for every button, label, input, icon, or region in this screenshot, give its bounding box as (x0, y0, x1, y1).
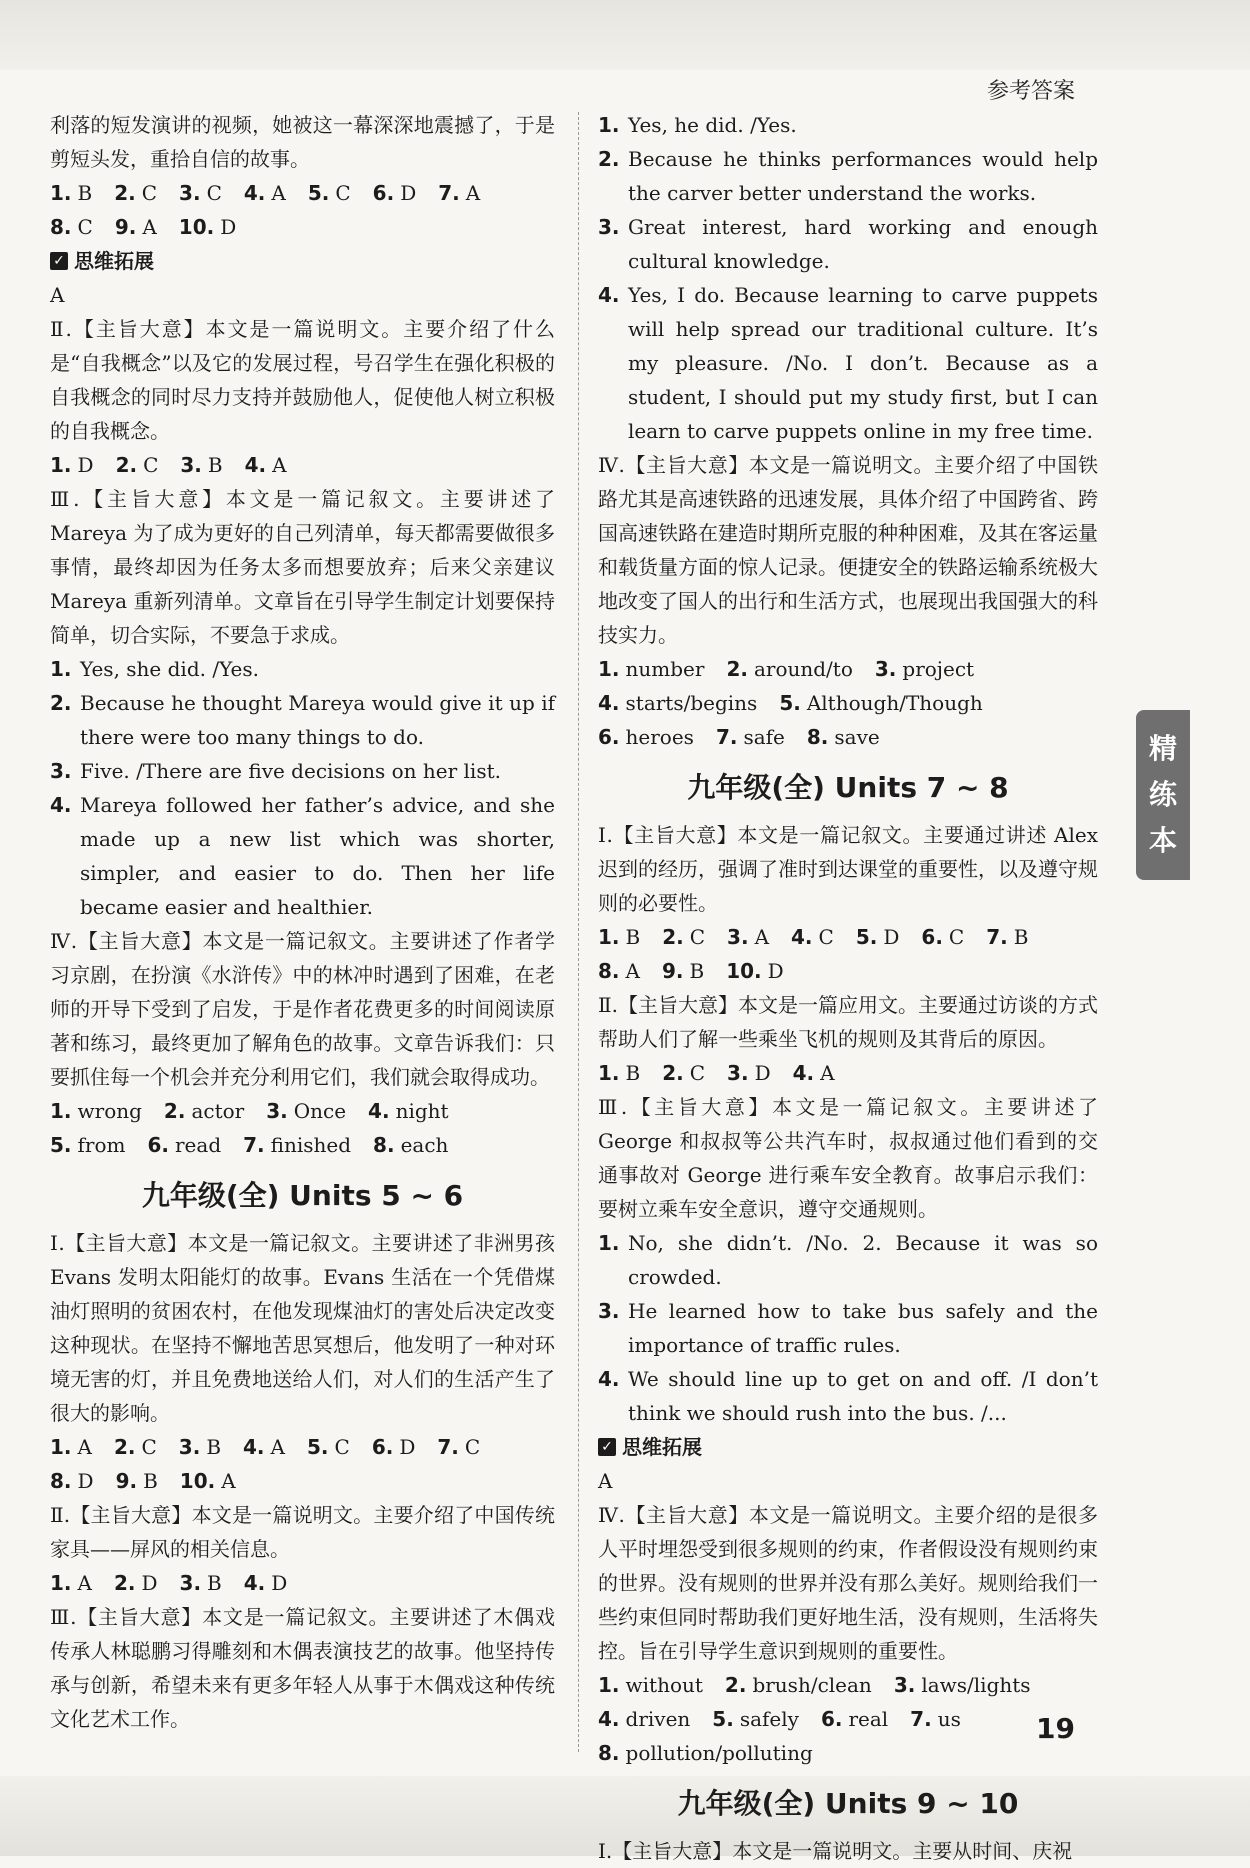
answer-item (725, 1668, 872, 1702)
qa-number: 1. (598, 113, 620, 137)
left-paragraph-7: Ⅲ.【主旨大意】本文是一篇记叙文。主要讲述了木偶戏传承人林聪鹏习得雕刻和木偶表演技艺的故事。他坚持传承与创新，希望未来有更多年轻人从事于木偶戏这种传统文化艺术工作。 (50, 1605, 555, 1731)
answer-item (179, 1430, 221, 1464)
answer-value: B (207, 1571, 222, 1595)
answer-item (244, 176, 286, 210)
side-tab-char: 精 (1148, 732, 1177, 765)
answer-item (598, 954, 640, 988)
right-paragraph-4: Ⅲ.【主旨大意】本文是一篇记叙文。主要讲述了 George 和叔叔等公共汽车时，叔叔通过他们看到的交通事故对 George 进行乘车安全教育。故事启示我们：要树立乘车安全意识，遵守交通规则。 (598, 1095, 1098, 1221)
qa-text: Mareya followed her father’s advice, and she made up a new list which was shorter, simpler, and easier to do. Then her life became easier and healthier. (80, 793, 555, 919)
answer-number: 7. (438, 181, 460, 205)
answer-number: 1. (598, 925, 620, 949)
qa-list (598, 108, 1098, 448)
header-title: 参考答案 (986, 79, 1075, 104)
thinking-answer: A (50, 283, 65, 307)
answer-value: without (625, 1673, 703, 1697)
answer-value: A (221, 1469, 236, 1493)
answer-value: D (754, 1061, 771, 1085)
answer-value: real (848, 1707, 889, 1731)
word-answer-row (598, 1668, 1098, 1770)
answer-number: 2. (662, 925, 684, 949)
answer-value: C (143, 453, 159, 477)
answer-number: 2. (163, 1099, 186, 1123)
answer-number: 1. (50, 1099, 72, 1123)
answer-number: 2. (726, 657, 748, 681)
qa-number: 4. (598, 283, 620, 307)
answer-value: A (820, 1061, 835, 1085)
answer-value: D (767, 959, 784, 983)
unit-title-5-6: 九年级(全) Units 5 ~ 6 (141, 1179, 464, 1212)
answer-item (716, 720, 785, 754)
answer-number: 7. (243, 1133, 265, 1157)
right-paragraph-3: Ⅱ.【主旨大意】本文是一篇应用文。主要通过访谈的方式帮助人们了解一些乘坐飞机的规则及其背后的原因。 (598, 993, 1098, 1051)
answer-value: A (77, 1571, 92, 1595)
answer-item (372, 1430, 416, 1464)
answer-value: D (271, 1571, 288, 1595)
answer-item (50, 210, 93, 244)
answer-item (598, 1056, 640, 1090)
answer-row (50, 1430, 555, 1498)
qa-text: Because he thought Mareya would give it up if there were too many things to do. (80, 691, 555, 749)
qa-item (598, 1294, 1098, 1362)
answer-item (50, 176, 92, 210)
answer-item (807, 720, 880, 754)
answer-item (856, 920, 900, 954)
answer-item (598, 720, 694, 754)
answer-value: B (207, 453, 223, 477)
qa-number: 3. (50, 759, 72, 783)
answer-number: 6. (147, 1133, 169, 1157)
answer-item (244, 1566, 288, 1600)
answer-number: 2. (662, 1061, 684, 1085)
answer-number: 6. (820, 1707, 843, 1731)
answer-value: Once (293, 1099, 347, 1123)
answer-value: A (77, 1435, 92, 1459)
answer-item (727, 1056, 771, 1090)
right-paragraph-1: Ⅳ.【主旨大意】本文是一篇说明文。主要介绍了中国铁路尤其是高速铁路的迅速发展，具体介绍了中国跨省、跨国高速铁路在建造时期所克服的种种困难，及其在客运量和载货量方面的惊人记录。便捷安全的铁路运输系统极大地改变了国人的出行和生活方式，也展现出我国强大的科技实力。 (598, 453, 1098, 647)
answer-item (243, 1128, 351, 1162)
answer-item (50, 1566, 92, 1600)
checkbox-check-icon: ✓ (598, 1438, 616, 1456)
qa-item (598, 108, 1098, 142)
left-paragraph-4: Ⅳ.【主旨大意】本文是一篇记叙文。主要讲述了作者学习京剧，在扮演《水浒传》中的林冲时遇到了困难，在老师的开导下受到了启发，于是作者花费更多的时间阅读原著和练习，最终更加了解角色的故事。文章告诉我们：只要抓住每一个机会并充分利用它们，我们就会取得成功。 (50, 929, 555, 1089)
answer-value: heroes (625, 725, 694, 749)
answer-row (598, 920, 1098, 988)
qa-text: Five. /There are five decisions on her list. (80, 759, 501, 783)
answer-row (50, 448, 555, 482)
answer-item (910, 1702, 961, 1736)
qa-item (598, 142, 1098, 210)
answer-value: D (77, 453, 94, 477)
answer-number: 2. (113, 1571, 136, 1595)
answer-value: B (206, 1435, 222, 1459)
answer-value: project (902, 657, 975, 681)
answer-item (114, 1566, 158, 1600)
answer-number: 4. (368, 1099, 390, 1123)
qa-text: Yes, I do. Because learning to carve puppets will help spread our traditional culture. It’s my pleasure. /No. I don’t. Because as a student, I should put my study first, but I can learn to carve puppets online in my free time. (628, 283, 1098, 443)
answer-value: A (754, 925, 770, 949)
answer-value: actor (191, 1099, 245, 1123)
answer-item (116, 448, 159, 482)
unit-title-7-8: 九年级(全) Units 7 ~ 8 (687, 771, 1009, 804)
side-tab-char: 本 (1148, 824, 1177, 857)
answer-number: 3. (179, 181, 201, 205)
answer-value: C (948, 925, 965, 949)
answer-item (180, 1464, 236, 1498)
answer-item (164, 1094, 244, 1128)
qa-number: 2. (598, 147, 620, 171)
answer-value: from (77, 1133, 126, 1157)
answer-value: C (818, 925, 834, 949)
answer-number: 4. (243, 1571, 266, 1595)
answer-value: D (77, 1469, 94, 1493)
qa-number: 1. (50, 657, 72, 681)
left-column (50, 108, 555, 1736)
answer-number: 5. (307, 181, 330, 205)
answer-item (147, 1128, 221, 1162)
answer-value: safe (743, 725, 785, 749)
answer-item (243, 1430, 285, 1464)
answer-value: A (142, 215, 157, 239)
answer-item (50, 1128, 125, 1162)
left-paragraph-2: Ⅱ.【主旨大意】本文是一篇说明文。主要介绍了什么是“自我概念”以及它的发展过程，号召学生在强化积极的自我概念的同时尽力支持并鼓励他人，促使他人树立积极的自我概念。 (50, 317, 555, 443)
checkbox-check-icon: ✓ (50, 252, 68, 270)
qa-number: 1. (598, 1231, 620, 1255)
left-paragraph-6: Ⅱ.【主旨大意】本文是一篇说明文。主要介绍了中国传统家具——屏风的相关信息。 (50, 1503, 555, 1561)
qa-text: Because he thinks performances would help the carver better understand the works. (628, 147, 1098, 205)
answer-value: C (141, 181, 158, 205)
answer-value: brush/clean (752, 1673, 872, 1697)
qa-number: 4. (598, 1367, 620, 1391)
qa-number: 3. (598, 215, 620, 239)
answer-value: A (272, 453, 287, 477)
answer-value: B (625, 1061, 641, 1085)
answer-number: 3. (180, 453, 202, 477)
answer-value: B (689, 959, 705, 983)
answer-number: 4. (243, 181, 266, 205)
answer-number: 10. (178, 215, 215, 239)
answer-row (50, 1566, 555, 1600)
qa-item (598, 1362, 1098, 1430)
answer-value: C (206, 181, 222, 205)
side-tab-char: 练 (1148, 778, 1177, 811)
answer-number: 10. (179, 1469, 216, 1493)
qa-number: 2. (50, 691, 72, 715)
answer-item (598, 1736, 813, 1770)
answer-number: 3. (179, 1571, 202, 1595)
answer-number: 6. (371, 1435, 394, 1459)
answer-number: 9. (114, 215, 137, 239)
answer-number: 5. (50, 1133, 72, 1157)
answer-value: D (141, 1571, 158, 1595)
answer-item (598, 920, 640, 954)
thinking-heading: ✓ 思维拓展 (598, 1430, 1098, 1464)
qa-item (598, 278, 1098, 448)
qa-text: Yes, he did. /Yes. (628, 113, 797, 137)
qa-list (50, 652, 555, 924)
answer-number: 8. (598, 959, 620, 983)
answer-item (180, 448, 222, 482)
answer-number: 1. (598, 1673, 620, 1697)
answer-value: A (625, 959, 640, 983)
answer-item (662, 920, 705, 954)
answer-item (779, 686, 982, 720)
answer-item (308, 176, 351, 210)
answer-number: 5. (855, 925, 878, 949)
answer-item (179, 210, 236, 244)
answer-item (116, 1464, 158, 1498)
answer-number: 3. (178, 1435, 201, 1459)
thinking-answer: A (598, 1469, 613, 1493)
answer-item (598, 686, 757, 720)
answer-value: us (937, 1707, 961, 1731)
answer-value: A (271, 181, 286, 205)
word-answer-row (50, 1094, 555, 1162)
qa-text: We should line up to get on and off. /I don’t think we should rush into the bus. /... (628, 1367, 1098, 1425)
answer-item (437, 1430, 480, 1464)
answer-item (180, 1566, 222, 1600)
answer-value: C (335, 181, 351, 205)
qa-text: He learned how to take bus safely and the importance of traffic rules. (628, 1299, 1098, 1357)
answer-value: read (175, 1133, 222, 1157)
answer-value: D (883, 925, 900, 949)
answer-row (50, 176, 555, 244)
right-paragraph-6: Ⅰ.【主旨大意】本文是一篇说明文。主要从时间、庆祝 (598, 1839, 1073, 1863)
answer-number: 4. (791, 925, 813, 949)
qa-text: No, she didn’t. /No. 2. Because it was so crowded. (628, 1231, 1098, 1289)
answer-value: D (399, 1435, 416, 1459)
answer-item (50, 1464, 94, 1498)
answer-item (179, 176, 222, 210)
answer-item (662, 954, 704, 988)
answer-number: 3. (727, 925, 749, 949)
qa-number: 3. (598, 1299, 620, 1323)
answer-value: starts/begins (625, 691, 758, 715)
qa-item (598, 210, 1098, 278)
unit-title-9-10: 九年级(全) Units 9 ~ 10 (677, 1787, 1019, 1820)
answer-value: laws/lights (921, 1673, 1031, 1697)
answer-row (598, 1056, 1098, 1090)
qa-text: Yes, she did. /Yes. (80, 657, 259, 681)
answer-value: D (400, 181, 417, 205)
answer-number: 5. (712, 1707, 734, 1731)
column-divider (578, 112, 579, 1752)
answer-number: 7. (986, 925, 1008, 949)
answer-value: Although/Though (806, 691, 983, 715)
answer-value: around/to (753, 657, 853, 681)
answer-number: 1. (598, 657, 620, 681)
answer-value: B (1013, 925, 1029, 949)
page-number: 19 (1036, 1712, 1075, 1745)
answer-value: C (141, 1435, 157, 1459)
answer-number: 1. (50, 181, 72, 205)
answer-item (662, 1056, 705, 1090)
answer-item (307, 1430, 350, 1464)
answer-item (875, 652, 974, 686)
answer-item (598, 652, 704, 686)
qa-item (50, 754, 555, 788)
answer-number: 3. (266, 1099, 288, 1123)
answer-item (598, 1668, 703, 1702)
answer-value: night (395, 1099, 449, 1123)
answer-number: 2. (724, 1673, 747, 1697)
answer-value: driven (625, 1707, 691, 1731)
answer-item (373, 1128, 448, 1162)
right-column (598, 108, 1098, 1868)
answer-number: 8. (373, 1133, 395, 1157)
answer-value: B (625, 925, 641, 949)
answer-item (726, 652, 852, 686)
answer-number: 8. (50, 215, 72, 239)
left-paragraph-5: Ⅰ.【主旨大意】本文是一篇记叙文。主要讲述了非洲男孩 Evans 发明太阳能灯的故事。Evans 生活在一个凭借煤油灯照明的贫困农村，在他发现煤油灯的害处后决定改变这种现状。在坚持不懈地苦思冥想后，他发明了一种对环境无害的灯，并且免费地送给人们，对人们的生活产生了很大的影响。 (50, 1231, 555, 1425)
answer-number: 3. (727, 1061, 749, 1085)
right-paragraph-2: Ⅰ.【主旨大意】本文是一篇记叙文。主要通过讲述 Alex 迟到的经历，强调了准时到达课堂的重要性，以及遵守规则的必要性。 (598, 823, 1098, 915)
answer-number: 7. (437, 1435, 459, 1459)
answer-item (791, 920, 834, 954)
qa-list (598, 1226, 1098, 1430)
answer-number: 2. (114, 181, 136, 205)
answer-number: 2. (113, 1435, 136, 1459)
answer-number: 4. (792, 1061, 815, 1085)
answer-value: safely (739, 1707, 799, 1731)
answer-number: 10. (726, 959, 762, 983)
answer-number: 6. (921, 925, 943, 949)
answer-value: wrong (77, 1099, 142, 1123)
top-scan-band (0, 0, 1250, 70)
answer-value: each (400, 1133, 449, 1157)
answer-item (727, 920, 769, 954)
answer-item (712, 1702, 799, 1736)
side-tab (1136, 710, 1190, 880)
answer-item (894, 1668, 1031, 1702)
answer-value: finished (270, 1133, 352, 1157)
answer-value: A (465, 181, 481, 205)
answer-number: 7. (715, 725, 738, 749)
answer-item (726, 954, 783, 988)
qa-item (50, 788, 555, 924)
left-paragraph-3: Ⅲ.【主旨大意】本文是一篇记叙文。主要讲述了 Mareya 为了成为更好的自己列清单，每天都需要做很多事情，最终却因为任务太多而想要放弃；后来父亲建议 Mareya 重新列清单。文章旨在引导学生制定计划要保持简单，切合实际，不要急于求成。 (50, 487, 555, 647)
answer-number: 6. (372, 181, 395, 205)
left-paragraph-1: 利落的短发演讲的视频，她被这一幕深深地震撼了，于是剪短头发，重拾自信的故事。 (50, 113, 555, 171)
answer-item (373, 176, 417, 210)
right-paragraph-5: Ⅳ.【主旨大意】本文是一篇说明文。主要介绍的是很多人平时埋怨受到很多规则的约束，作者假设没有规则约束的世界。没有规则的世界并没有那么美好。规则给我们一些约束但同时帮助我们更好地生活，没有规则，生活将失控。旨在引导学生意识到规则的重要性。 (598, 1503, 1098, 1663)
qa-number: 4. (50, 793, 72, 817)
answer-number: 8. (50, 1469, 72, 1493)
qa-item (598, 1226, 1098, 1294)
qa-text: Great interest, hard working and enough cultural knowledge. (628, 215, 1098, 273)
answer-item (266, 1094, 346, 1128)
answer-number: 5. (779, 691, 801, 715)
answer-number: 2. (115, 453, 138, 477)
answer-number: 1. (598, 1061, 620, 1085)
answer-number: 7. (910, 1707, 932, 1731)
answer-item (245, 448, 287, 482)
answer-number: 4. (598, 691, 620, 715)
answer-item (438, 176, 480, 210)
answer-number: 8. (806, 725, 829, 749)
answer-number: 4. (598, 1707, 620, 1731)
answer-number: 4. (244, 453, 267, 477)
answer-item (598, 1702, 690, 1736)
answer-number: 9. (115, 1469, 138, 1493)
word-answer-row (598, 652, 1098, 754)
answer-value: save (834, 725, 880, 749)
answer-item (115, 210, 157, 244)
thinking-heading: ✓ 思维拓展 (50, 244, 555, 278)
answer-item (114, 1430, 157, 1464)
answer-value: D (220, 215, 237, 239)
answer-number: 4. (243, 1435, 265, 1459)
answer-value: C (689, 925, 706, 949)
answer-value: B (77, 181, 93, 205)
answer-value: C (464, 1435, 481, 1459)
answer-value: B (143, 1469, 158, 1493)
qa-item (50, 652, 555, 686)
answer-number: 1. (50, 1435, 72, 1459)
answer-number: 3. (874, 657, 897, 681)
qa-item (50, 686, 555, 754)
answer-number: 3. (893, 1673, 916, 1697)
answer-item (50, 448, 94, 482)
answer-item (114, 176, 157, 210)
answer-value: C (77, 215, 93, 239)
answer-number: 8. (598, 1741, 620, 1765)
answer-number: 1. (50, 453, 72, 477)
answer-item (50, 1094, 142, 1128)
answer-item (793, 1056, 835, 1090)
answer-value: pollution/polluting (625, 1741, 813, 1765)
answer-item (821, 1702, 888, 1736)
answer-item (921, 920, 964, 954)
answer-item (986, 920, 1028, 954)
answer-number: 6. (598, 725, 620, 749)
answer-number: 9. (661, 959, 684, 983)
answer-value: number (625, 657, 705, 681)
answer-value: C (689, 1061, 706, 1085)
answer-value: A (270, 1435, 285, 1459)
answer-item (50, 1430, 92, 1464)
answer-value: C (334, 1435, 350, 1459)
answer-number: 5. (306, 1435, 329, 1459)
answer-item (368, 1094, 449, 1128)
answer-number: 1. (50, 1571, 72, 1595)
